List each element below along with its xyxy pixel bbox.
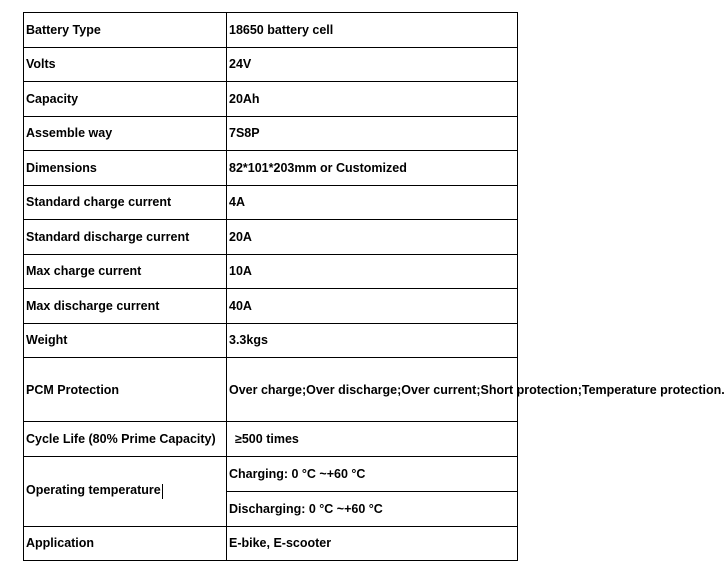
row-label: Assemble way — [24, 116, 227, 151]
row-label: Standard charge current — [24, 185, 227, 220]
table-row — [24, 456, 518, 491]
row-label: Dimensions — [24, 151, 227, 186]
row-value: 82*101*203mm or Customized — [227, 151, 518, 186]
row-label: Application — [24, 526, 227, 561]
table-row — [24, 254, 518, 289]
discharging-temperature: Discharging: 0 °C ~+60 °C — [227, 491, 518, 526]
table-row — [24, 526, 518, 561]
charging-temperature: Charging: 0 °C ~+60 °C — [227, 456, 518, 491]
row-value: 3.3kgs — [227, 323, 518, 358]
row-value: 20A — [227, 220, 518, 255]
row-value: 18650 battery cell — [227, 13, 518, 48]
row-label: Cycle Life (80% Prime Capacity) — [24, 422, 227, 457]
operating-temperature-label: Operating temperature — [26, 483, 161, 498]
table-row — [24, 151, 518, 186]
table-row — [24, 82, 518, 117]
table-row — [24, 47, 518, 82]
row-label: Max charge current — [24, 254, 227, 289]
row-label: Weight — [24, 323, 227, 358]
row-label: Max discharge current — [24, 289, 227, 324]
table-row — [24, 289, 518, 324]
table-row — [24, 13, 518, 48]
table-row — [24, 358, 518, 422]
table-row — [24, 185, 518, 220]
row-label: Battery Type — [24, 13, 227, 48]
row-label: Capacity — [24, 82, 227, 117]
row-label: PCM Protection — [24, 358, 227, 422]
row-value: 7S8P — [227, 116, 518, 151]
battery-spec-table — [23, 12, 725, 561]
row-value: 4A — [227, 185, 518, 220]
table-row — [24, 422, 518, 457]
row-value: ≥500 times — [227, 422, 518, 457]
row-label: Standard discharge current — [24, 220, 227, 255]
row-value: 10A — [227, 254, 518, 289]
table-row — [24, 220, 518, 255]
row-value: Over charge;Over discharge;Over current;Short protection;Temperature protection. — [227, 358, 518, 422]
row-value: 24V — [227, 47, 518, 82]
row-label: Volts — [24, 47, 227, 82]
table-row — [24, 116, 518, 151]
row-label[interactable] — [24, 456, 227, 526]
row-value: 40A — [227, 289, 518, 324]
text-cursor — [162, 484, 163, 499]
row-value: E-bike, E-scooter — [227, 526, 518, 561]
row-value: 20Ah — [227, 82, 518, 117]
table-row — [24, 323, 518, 358]
